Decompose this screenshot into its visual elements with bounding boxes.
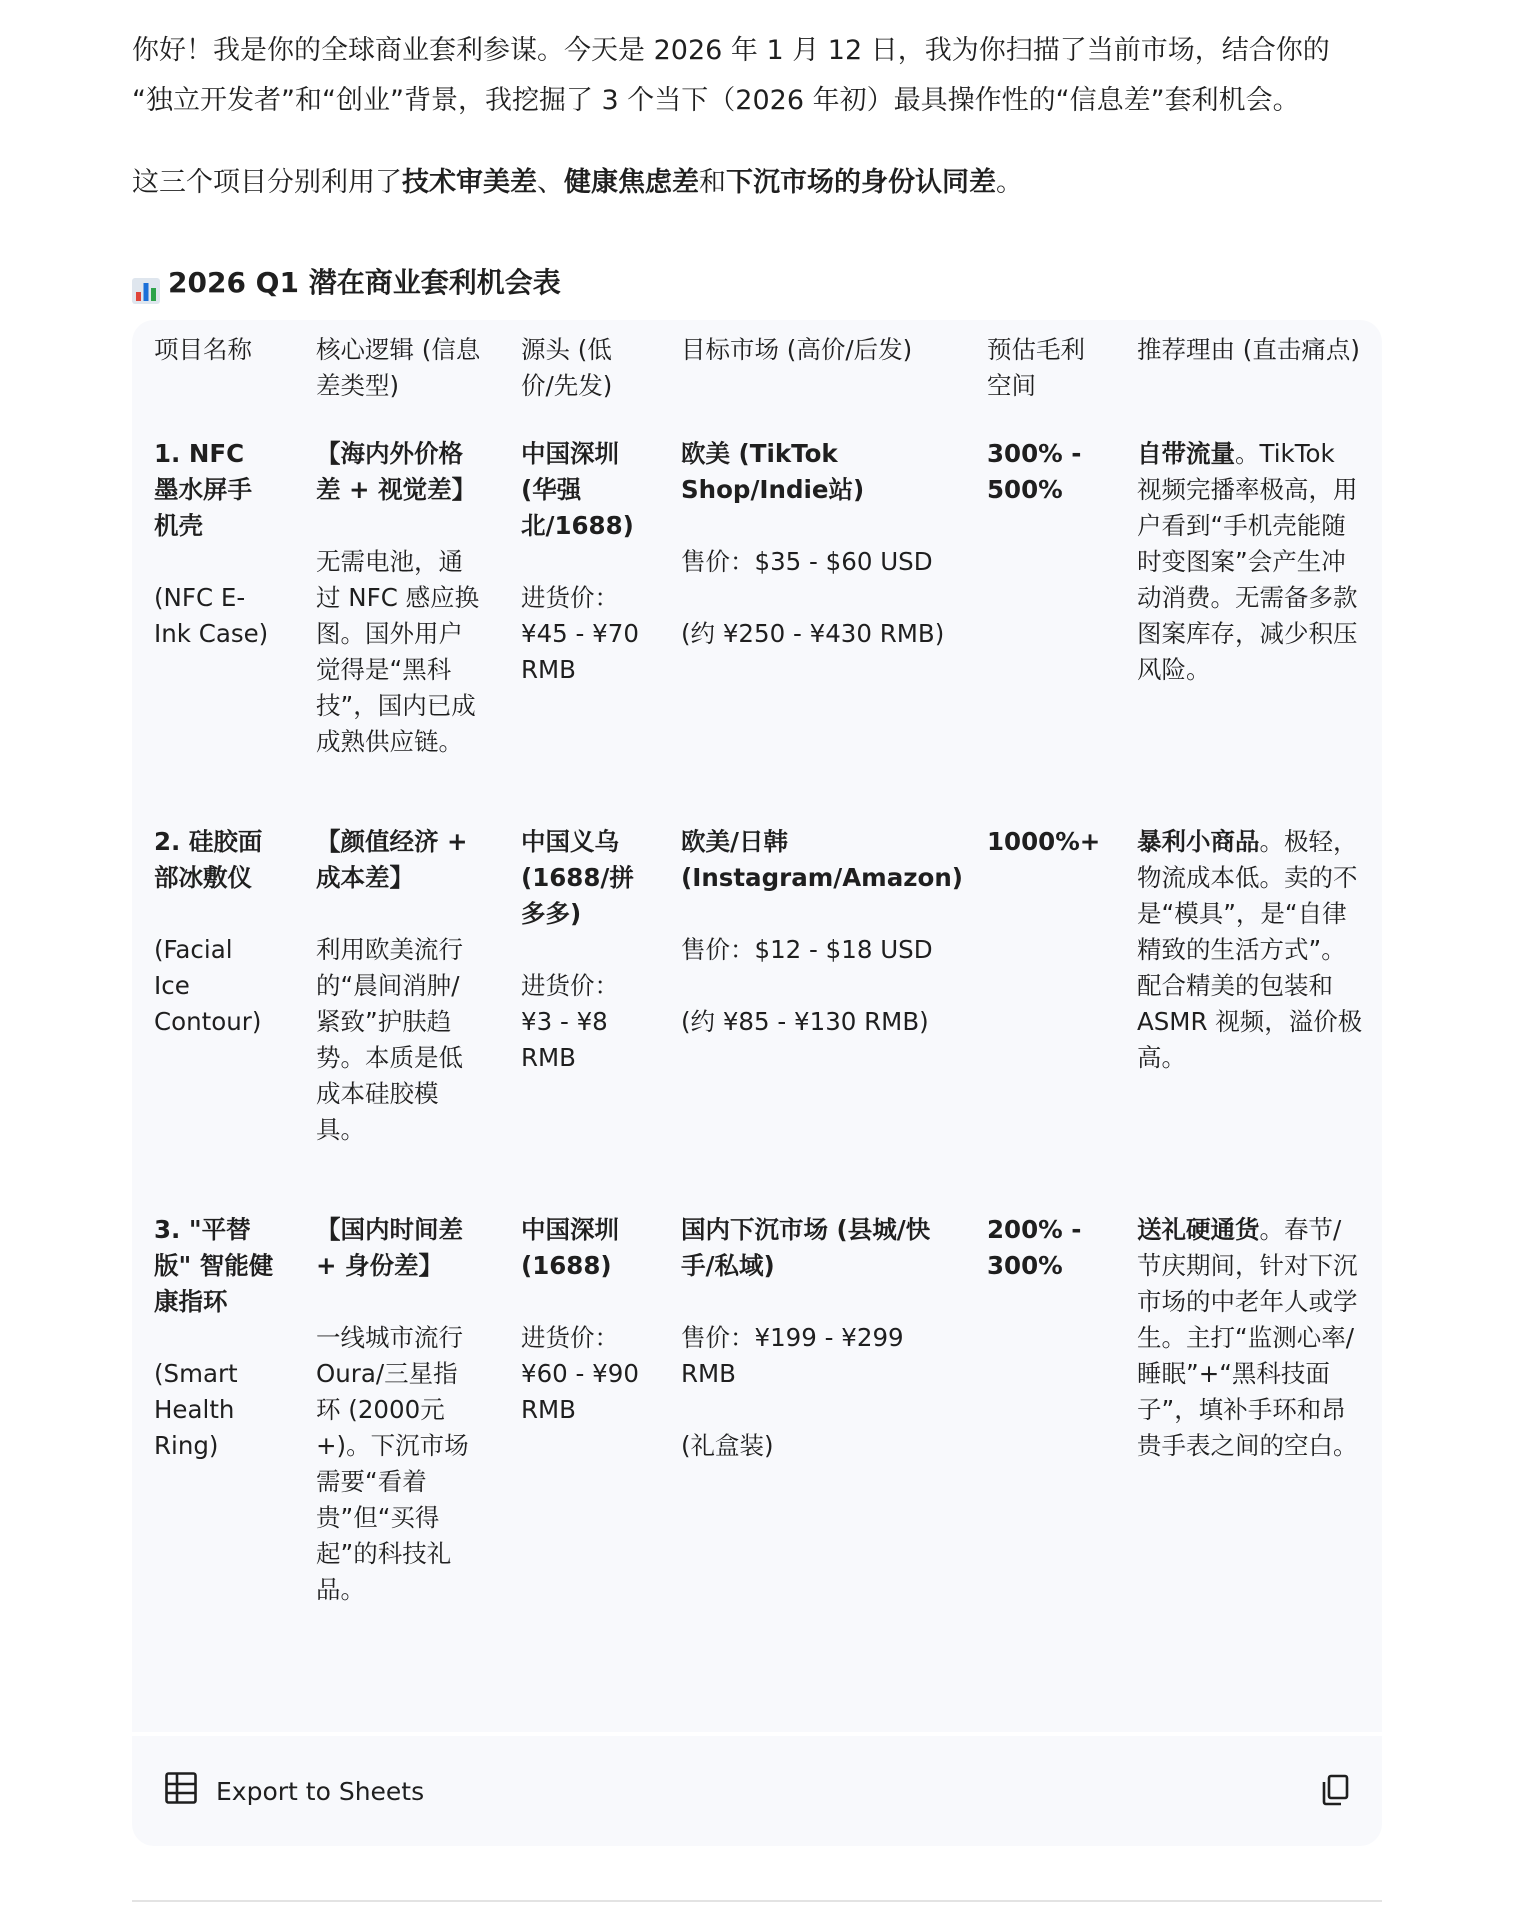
opportunity-table: [132, 320, 1382, 1672]
table-row: [132, 824, 1382, 1212]
reason-detail: 。TikTok 视频完播率极高，用户看到“手机壳能随时变图案”会产生冲动消费。无需备多款图案库存，减少积压风险。: [1137, 439, 1358, 684]
cell-project-name: [132, 1212, 294, 1672]
target-price: 售价：$35 - $60 USD: [681, 547, 933, 576]
target-price: 售价：$12 - $18 USD: [681, 935, 933, 964]
project-name-en: (NFC E-Ink Case): [154, 583, 269, 648]
table-row: [132, 436, 1382, 824]
cell-margin: [965, 436, 1115, 824]
header-cell: 预估毛利空间: [987, 335, 1085, 400]
logic-detail: 一线城市流行 Oura/三星指环 (2000元+)。下沉市场需要“看着贵”但“买得起”的科技礼品。: [316, 1323, 469, 1604]
cell-core-logic: [294, 436, 499, 824]
cell-source: [499, 436, 659, 824]
export-to-sheets-button[interactable]: [164, 1771, 424, 1811]
cell-project-name: [132, 436, 294, 824]
intro-line-1: 你好！我是你的全球商业套利参谋。今天是 2026 年 1 月 12 日，我为你扫描了当前市场，结合你的: [132, 35, 1330, 66]
margin-value: 200% - 300%: [987, 1215, 1082, 1280]
source-location: 中国深圳 (1688): [521, 1215, 619, 1280]
logic-type: 【颜值经济 + 成本差】: [316, 827, 468, 892]
cell-target-market: [659, 824, 965, 1212]
reason-head: 暴利小商品: [1137, 827, 1260, 856]
intro-paragraph: [132, 26, 1394, 126]
cell-target-market: [659, 1212, 965, 1672]
summary-suffix: 。: [996, 167, 1023, 198]
intro-line-2: “独立开发者”和“创业”背景，我挖掘了 3 个当下（2026 年初）最具操作性的“信息差”套利机会。: [132, 85, 1300, 116]
cell-target-market: [659, 436, 965, 824]
summary-sep-2: 和: [699, 167, 726, 198]
target-note: (礼盒装): [681, 1431, 774, 1460]
target-note: (约 ¥85 - ¥130 RMB): [681, 1007, 929, 1036]
target-note: (约 ¥250 - ¥430 RMB): [681, 619, 945, 648]
summary-term-3: 下沉市场的身份认同差: [726, 167, 996, 198]
header-cell: 项目名称: [154, 335, 252, 364]
cell-core-logic: [294, 824, 499, 1212]
margin-value: 300% - 500%: [987, 439, 1082, 504]
header-cell: 推荐理由 (直击痛点): [1137, 335, 1360, 364]
source-price: 进货价：¥45 - ¥70 RMB: [521, 583, 639, 684]
bar-chart-icon: [132, 270, 160, 296]
target-market: 欧美 (TikTok Shop/Indie站): [681, 439, 865, 504]
project-name: 1. NFC 墨水屏手机壳: [154, 439, 252, 540]
cell-reason: [1115, 824, 1382, 1212]
header-cell: 目标市场 (高价/后发): [681, 335, 913, 364]
table-title-text: 2026 Q1 潜在商业套利机会表: [168, 266, 561, 299]
cell-margin: [965, 824, 1115, 1212]
table-grid-icon: [164, 1771, 198, 1811]
target-price: 售价：¥199 - ¥299 RMB: [681, 1323, 904, 1388]
table-footer-bar: [132, 1736, 1382, 1846]
header-cell: 核心逻辑 (信息差类型): [316, 335, 481, 400]
project-name-en: (Smart Health Ring): [154, 1359, 238, 1460]
export-label: Export to Sheets: [216, 1776, 425, 1806]
reason-detail: 。极轻，物流成本低。卖的不是“模具”，是“自律精致的生活方式”。配合精美的包装和 ASMR 视频，溢价极高。: [1137, 827, 1363, 1072]
opportunity-table-card: [132, 320, 1382, 1732]
summary-sep-1: 、: [537, 167, 564, 198]
reason-detail: 。春节/节庆期间，针对下沉市场的中老年人或学生。主打“监测心率/睡眠”+“黑科技面子”，填补手环和昂贵手表之间的空白。: [1137, 1215, 1358, 1460]
margin-value: 1000%+: [987, 827, 1101, 856]
header-cell: 源头 (低价/先发): [521, 335, 613, 400]
cell-reason: [1115, 1212, 1382, 1672]
project-name: 2. 硅胶面部冰敷仪: [154, 827, 263, 892]
project-name: 3. "平替版" 智能健康指环: [154, 1215, 274, 1316]
cell-project-name: [132, 824, 294, 1212]
summary-prefix: 这三个项目分别利用了: [132, 167, 402, 198]
logic-detail: 无需电池，通过 NFC 感应换图。国外用户觉得是“黑科技”，国内已成成熟供应链。: [316, 547, 480, 756]
source-location: 中国义乌 (1688/拼多多): [521, 827, 634, 928]
cell-source: [499, 824, 659, 1212]
copy-table-button[interactable]: [1320, 1774, 1350, 1809]
reason-head: 自带流量: [1137, 439, 1235, 468]
section-divider: [132, 1900, 1382, 1902]
copy-icon: [1320, 1774, 1350, 1809]
cell-margin: [965, 1212, 1115, 1672]
target-market: 国内下沉市场 (县城/快手/私域): [681, 1215, 931, 1280]
cell-core-logic: [294, 1212, 499, 1672]
table-title: [132, 258, 561, 308]
cell-source: [499, 1212, 659, 1672]
summary-term-2: 健康焦虑差: [564, 167, 699, 198]
target-market: 欧美/日韩 (Instagram/Amazon): [681, 827, 963, 892]
table-header-row: [132, 320, 1382, 436]
table-row: [132, 1212, 1382, 1672]
logic-type: 【国内时间差 + 身份差】: [316, 1215, 463, 1280]
reason-head: 送礼硬通货: [1137, 1215, 1260, 1244]
source-price: 进货价：¥3 - ¥8 RMB: [521, 971, 619, 1072]
source-location: 中国深圳 (华强北/1688): [521, 439, 634, 540]
logic-detail: 利用欧美流行的“晨间消肿/紧致”护肤趋势。本质是低成本硅胶模具。: [316, 935, 463, 1144]
logic-type: 【海内外价格差 + 视觉差】: [316, 439, 477, 504]
summary-term-1: 技术审美差: [402, 167, 537, 198]
summary-paragraph: [132, 158, 1394, 208]
project-name-en: (Facial Ice Contour): [154, 935, 262, 1036]
source-price: 进货价：¥60 - ¥90 RMB: [521, 1323, 639, 1424]
cell-reason: [1115, 436, 1382, 824]
